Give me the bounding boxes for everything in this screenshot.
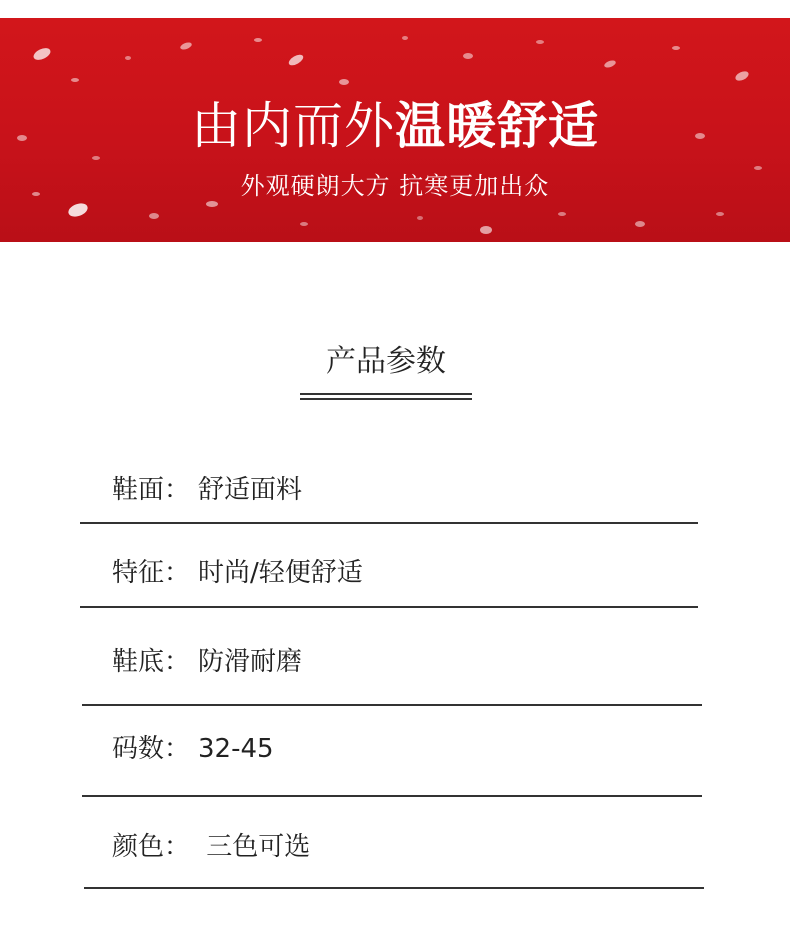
param-row-size [112,731,274,767]
row-divider [80,606,698,608]
param-value: 32-45 [198,734,274,764]
param-label: 特征： [112,558,191,588]
param-row-feature [112,555,363,591]
row-divider [80,522,698,524]
banner-title-bold: 温暖舒适 [395,97,599,155]
param-label: 颜色： [112,832,191,862]
param-value: 防滑耐磨 [198,647,303,677]
param-value: 舒适面料 [198,475,303,505]
banner-subtitle: 外观硬朗大方 抗寒更加出众 [240,172,550,200]
section-title-underline-secondary [300,398,472,400]
section-title-underline [300,393,472,395]
param-value: 时尚/轻便舒适 [198,558,363,588]
section-title: 产品参数 [326,344,446,379]
param-label: 码数： [112,734,191,764]
row-divider [82,704,702,706]
banner-title-light: 由内而外 [191,97,395,155]
param-row-color [112,829,310,865]
hero-banner [0,18,790,242]
row-divider [84,887,704,889]
param-row-sole [112,644,302,680]
param-label: 鞋面： [112,475,191,505]
param-row-upper [112,472,302,508]
param-label: 鞋底： [112,647,191,677]
param-value: 三色可选 [198,832,311,862]
row-divider [82,795,702,797]
banner-title [0,96,790,156]
